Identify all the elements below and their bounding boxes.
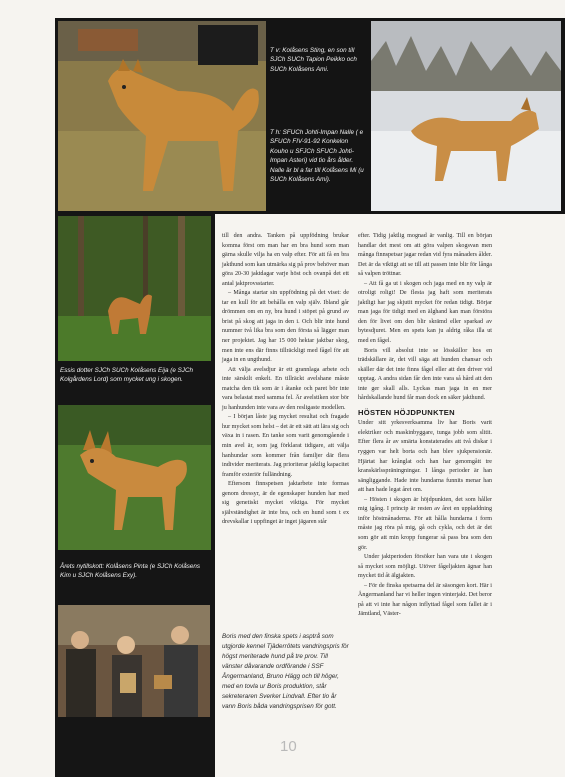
col2-paragraph: – Hösten i skogen är höjdpunkten, det som håller mig igång. I princip är resten av året en uppladdning inför höstmånaderna. För att hålla hundarna i form måste jag röra på mig, gå och cykla, och det är det som gör att min kropp fungerar så pass bra som den gör. xyxy=(358,496,492,551)
photo-dog-pinta xyxy=(58,405,211,550)
col1-paragraph: Eftersom finnspetsen jaktarbete inte formas genom dressyr, är de egenskaper hunden har med sig genetiskt mycket viktiga. För mycket självständighet är inte bra, och en hund som t ex drevskallar i uppfinget är inget jägaren står xyxy=(222,481,349,526)
col1-paragraph: – Många startar sin uppfödning på det viset: de tar en kull för att behålla en valp själv. Ibland går drömmen om en ny, bra hund i stöpet på grund av brist på skog att jaga in den i. Och blir inte hund nummer två lika bra som den första så lägger man ner projektet. Jag har 15 000 hektar jaktbar skog, men inte ens där finns tillräckligt med fågel för att jaga in en ungthund. xyxy=(222,290,349,364)
col1-paragraph: Att välja avelsdjur är ett grannlaga arbete och inte särskilt enkelt. En tillräckt avelshane måste matcha den tik som är i åtanke och paret bör inte vara belastat med samma fel. Är avelstiken stor bör ju hanhunden inte vara av den resligaste modellen. xyxy=(222,366,349,411)
col2-paragraph: – Att få ga ut i skogen och jaga med en ny valp är otroligt roligt! De flesta jag haft som meriterats jaktligt har jag skjutit mycket för redan tidigt. Börjar man jaga för tidigt med en älghand kan man förstöra den för livet om den blir skrämd eller sparkad av bytesdjuret. Men en spets kan ju aldrig råka illa ut med en fågel. xyxy=(358,280,492,345)
section-heading: HÖSTEN HÖJDPUNKTEN xyxy=(358,407,455,417)
page-number: 10 xyxy=(280,738,297,755)
col1-paragraph: – I början låste jag mycket resultat och fragade hur mycket som helst – det är ett sätt att lära sig och växa in i rasen. En tanke som varit genomgående i min avel är, som jag förklarat tidigare, att välja hanhundar som kommer från familjer där flera individer meriterats. Jag prioriterar jaktlig kapacitet framför exteriör fulländning. xyxy=(222,414,349,478)
photo-award-ceremony xyxy=(58,605,210,717)
col2-paragraph: efter. Tidig jaktlig mognad är vanlig. Till en början handlar det mest om att göra valpen skogsvan men många finnspetsar jagar redan vid fyra månaders ålder. Det är da viktigt att se till att passen inte blir för långa så valpen tröttnar. xyxy=(358,233,492,278)
col2-paragraph: – För de finska spetsarna del är säsongen kort. Här i Ångermanland har vi heller ingen vinterjakt. Det beror på att vi inte har någon inflyttad fågel som fallet är i Jämtland, Väster- xyxy=(358,582,492,618)
caption-left-1: Essis dotter SJCh SUCh Kolåsens Eija (e SJCh Kolgårdens Lord) som mycket ung i skogen. xyxy=(60,367,193,384)
col1-paragraph: till den andra. Tanken på uppfödning brukar komma först om man har en bra hund som man gärna skulle vilja ha en valp efter. För att få en bra jakthund som kan utmärka sig på prov behöver man göra 20-30 jaktdagar varje höst och ovanpå det ett antal jaktprovsstarter. xyxy=(222,233,349,287)
caption-top-right-2: T h: SFUCh Johti-Impan Nalle ( e SFUCh FIV-91-92 Konkelon Kouho u SFJCh SFUCh Johti-Impan Asteri) vid tio års ålder. Nalle är bl a far till Kolåsens Mi (u SUCh Kolåsens Ami). xyxy=(270,129,364,184)
photo-puppy-eija xyxy=(58,216,211,361)
col2-paragraph: Under sitt yrkesverksamma liv har Boris varit elektriker och maskinbyggare, tunga jobb som slitit. Efter flera år av smärta konstaterades att två diskar i ryggen var helt borta och han blev sjukpensionär. Hjärtat har krånglat och han har genomgått tre kranskärlsspräningningar. I långa perioder är han sängliggande. Hade inte hundarna funnits menar han att han hade legat året om. xyxy=(358,420,492,494)
caption-top-right-1: T v: Kolåsens Sting, en son till SJCh SUCh Tapion Peikko och SUCh Kolåsens Ami. xyxy=(270,47,357,73)
photo-dog-nalle xyxy=(371,21,561,211)
body-column-2 xyxy=(358,232,492,620)
col2-paragraph: Boris vill absolut inte se lösskällor hos en trädskällare är, det vill säga att hunden chansar och skäller där det inte finns fågel eller att den driver vid upptag. A andra sidan får den inte vara så hård att den inte ger skall alls. Lyckas man jaga in en mer hårdskallande hund får man dock en säker jakthund. xyxy=(358,347,492,402)
photo-dog-sting xyxy=(58,21,266,211)
caption-bottom: Boris med den finska spets i asptrå som utgjorde kennel Tjäderrötets vandringspris för högst meriterade hund på tre prov. Till vänster dåvarande ordförande i SSF Ångermanland, Bruno Hägg och till höger, med en tovla ur Boris produktion, står sekreteraren Sverker Lindvall. Efter tio år vann Boris båda vandringsprisen för gott. xyxy=(222,633,349,710)
col2-paragraph: Under jaktperioden försöker han vara ute i skogen så mycket som möjligt. Utöver fågeljakten ägnar han mycket tid åt älgjakten. xyxy=(358,554,492,580)
body-column-1 xyxy=(222,232,349,528)
caption-left-2: Årets nytillskott: Kolåsens Pinta (e SJCh Kolåsens Kim u SJCh Kolåsens Exy). xyxy=(60,563,200,580)
